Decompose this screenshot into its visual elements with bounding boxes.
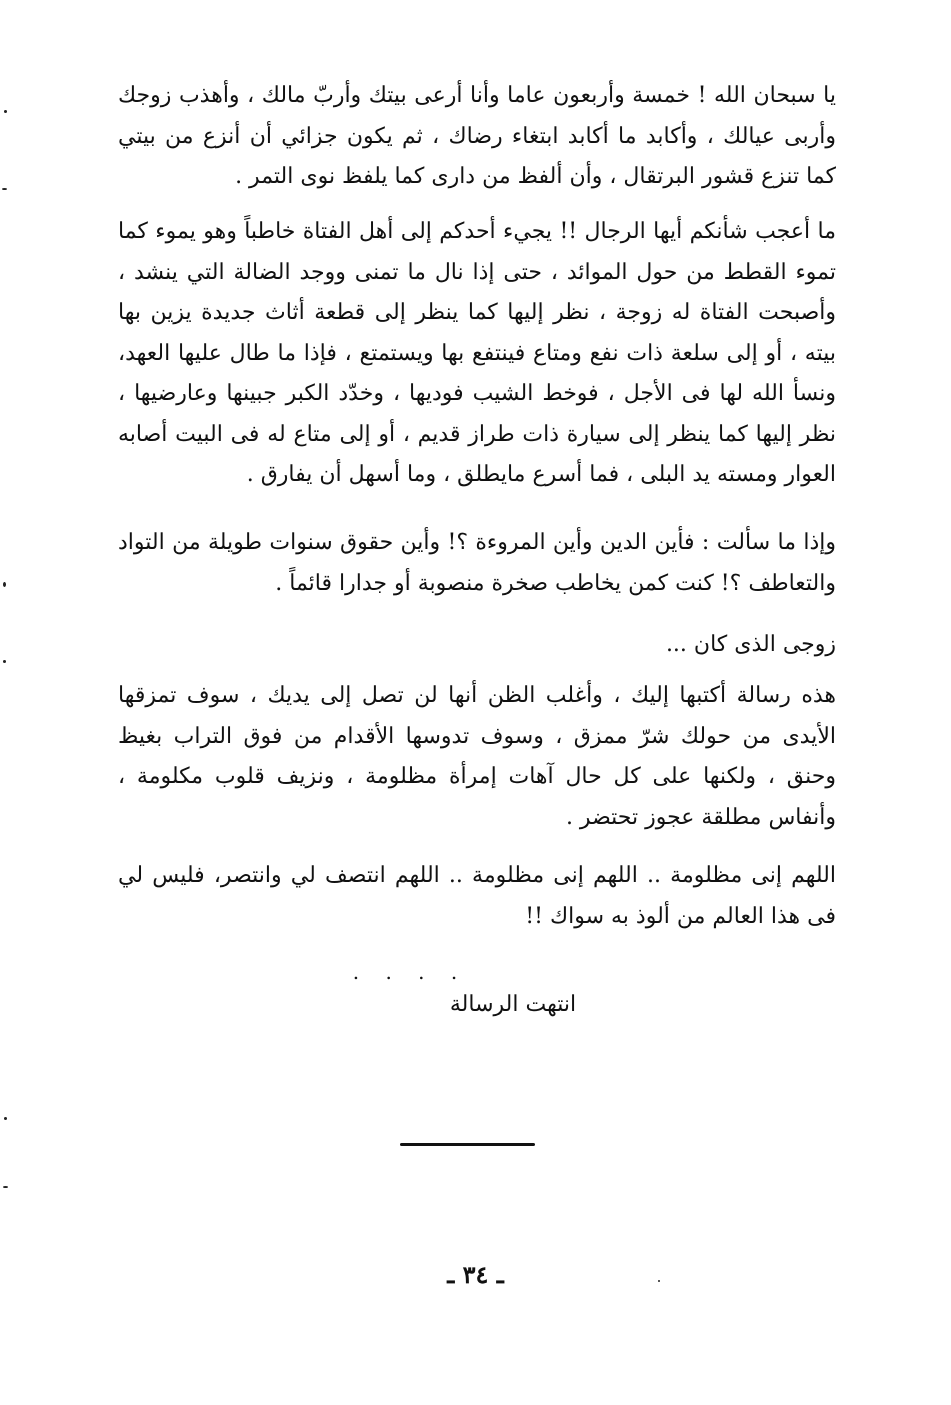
scan-speck	[2, 188, 7, 190]
page-number: ـ ٣٤ ـ	[447, 1260, 504, 1289]
scan-speck	[4, 110, 7, 113]
prayer-paragraph: اللهم إنى مظلومة .. اللهم إنى مظلومة .. اللهم انتصف لي وانتصر، فليس لي فى هذا العالم من ألوذ به سواك !!	[118, 863, 836, 929]
section-divider	[400, 1143, 535, 1146]
scan-speck	[3, 660, 6, 663]
scan-speck	[4, 1117, 7, 1120]
paragraph-5: هذه رسالة أكتبها إليك ، وأغلب الظن أنها لن تصل إلى يديك ، سوف تمزقها الأيدى من حولك شرّ ممزق ، وسوف تدوسها الأقدام من فوق التراب بغيظ وحنق ، ولكنها على كل حال آهات إمرأة مظلومة ، ونزيف قلوب مكلومة ، وأنفاس مطلقة عجوز تحتضر .	[118, 683, 836, 830]
salutation-line: زوجى الذى كان ...	[665, 632, 836, 657]
paragraph-3: وإذا ما سألت : فأين الدين وأين المروءة ؟! وأين حقوق سنوات طويلة من التواد والتعاطف ؟! كنت كمن يخاطب صخرة منصوبة أو جدارا قائماً .	[118, 530, 836, 596]
scan-speck	[3, 1186, 8, 1188]
scan-speck	[658, 1280, 660, 1282]
paragraph-1: يا سبحان الله ! خمسة وأربعون عاما وأنا أرعى بيتك وأربّ مالك ، وأهذب زوجك وأربى عيالك ، وأكابد ما أكابد ابتغاء رضاك ، ثم يكون جزائي أن أنزع من بيتي كما تنزع قشور البرتقال ، وأن ألفظ من دارى كما يلفظ نوى التمر .	[118, 83, 836, 189]
scan-speck	[3, 582, 6, 587]
ellipsis-dots: . . . .	[352, 960, 468, 984]
letter-end-line: انتهت الرسالة	[449, 992, 577, 1017]
paragraph-2: ما أعجب شأنكم أيها الرجال !! يجيء أحدكم إلى أهل الفتاة خاطباً وهو يموء كما تموء القطط من حول الموائد ، حتى إذا نال ما تمنى ووجد الضالة التي ينشد ، وأصبحت الفتاة له زوجة ، نظر إليها كما ينظر إلى قطعة أثاث جديدة يزين بها بيته ، أو إلى سلعة ذات نفع ومتاع فينتفع بها ويستمتع ، فإذا ما طال عليها العهد، ونسأ الله لها فى الأجل ، فوخط الشيب فوديها ، وخدّد الكبر جبينها وعارضيها ، نظر إليها كما ينظر إلى سيارة ذات طراز قديم ، أو إلى متاع له فى البيت أصابه العوار ومسته يد البلى ، فما أسرع مايطلق ، وما أسهل أن يفارق .	[118, 219, 836, 487]
